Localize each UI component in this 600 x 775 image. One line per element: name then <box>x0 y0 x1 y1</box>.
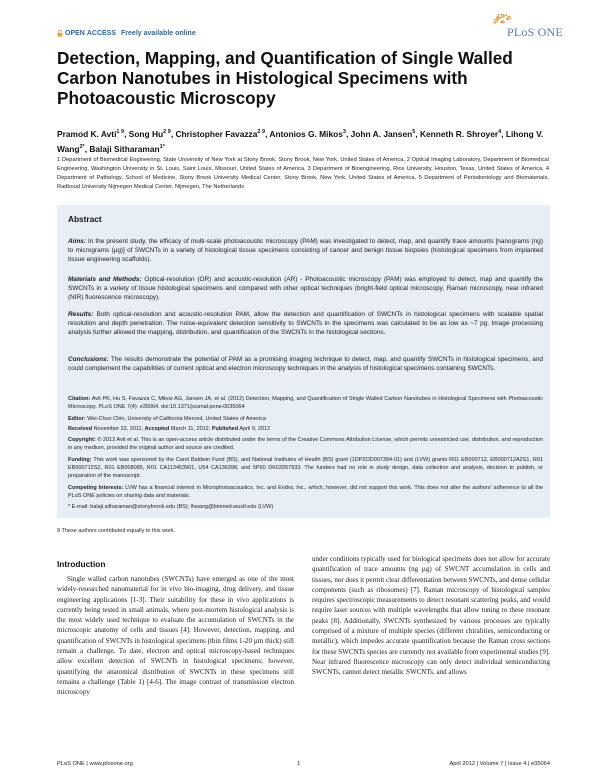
footer-issue-info: April 2012 | Volume 7 | Issue 4 | e35064 <box>449 761 550 767</box>
access-label: ACCESS <box>86 30 117 37</box>
journal-logo-text: PLoS ONE <box>507 25 563 39</box>
abstract-heading: Abstract <box>68 214 102 224</box>
results-text: Both optical-resolution and acoustic-resolution PAM, allow the detection and quantification of SWCNTs in histological specimens with scalable spatial resolution and depth penetration. The noise-equivalent detection sensitivity to SWCNTs in the specimens was calculated to be as low as ~7 pg. Image processing analysis further allowed the mapping, distribution, and quantification of the SWCNTs in the histological sections. <box>68 311 543 336</box>
page-number: 1 <box>297 761 301 767</box>
author-name: John A. Jansen <box>350 128 413 139</box>
editor-text: Wei-Chun Chin, University of California Merced, United States of America <box>85 416 266 422</box>
received-date: November 22, 2011; <box>92 426 145 432</box>
author-name: Antonios G. Mikos <box>269 128 343 139</box>
author-affiliation-mark: 1* <box>159 143 165 150</box>
accepted-date: March 11, 2012; <box>169 426 212 432</box>
author-affiliation-mark: 1 9 <box>116 129 125 135</box>
introduction-right-column: under conditions typically used for biological specimens does not allow for accurate quantification of trace amounts (ng µg) of SWCNT accumulation in cells and tissues, nor does it permit clear differentiation between SWCNTs, and dense cellular components (such as ribosomes) [7]. Raman microscopy of histological samples requires spectroscopic measurements to detect resonant scattering peaks, and would require laser sources with multiple wavelengths that allow tuning to these resonant peaks [8]. Additionally, SWCNTs synthesized by various processes are typically comprised of a mixture of multiple species (different chiralities, semiconducting or metallic), which impedes accurate quantification because the Raman cross sections for these SWCNTs species are currently not available from experimental studies [9]. Near infrared fluorescence microscopy can only detect individual semiconducting SWCNTs, cannot detect metallic SWCNTs, and allows <box>312 555 550 677</box>
editor <box>68 415 543 423</box>
abstract-conclusions <box>68 355 543 373</box>
competing-lead: Competing Interests: <box>68 485 124 491</box>
citation-text[interactable]: Avti PK, Hu S, Favazza C, Mikos AG, Jansen JA, et al. (2012) Detection, Mapping, and Quantification of Single Walled Carbon Nanotubes in Histological Specimens with Photoacoustic Microscopy. PLoS ONE 7(4): e35064. doi:10.1371/journal.pone.0035064 <box>68 396 543 410</box>
received-lead: Received <box>68 426 93 432</box>
journal-logo[interactable] <box>492 14 563 42</box>
copyright-lead: Copyright: <box>68 437 96 443</box>
footer-journal-url[interactable]: PLoS ONE | www.plosone.org <box>57 761 133 767</box>
accepted-lead: Accepted <box>144 426 170 432</box>
funding-text: This work was sponsored by the Carol Baldwin Fund (BS), and National Institutes of Health (BS) grant (1DP2OD007394-01) and (LVW) grants R01 EB000712, EB000712A2S1, R01 EB000712S2, R01 EB008085, R01 CA113453901, U54 CA136398, and 5P60 DK02057933. The funders had no role in study design, data collection and analysis, decision to publish, or preparation of the manuscript. <box>68 457 543 479</box>
author-list: Pramod K. Avti$^{1 9}$, Song $Hu^{2 9}$, Christopher Favazza$^{2 9}$, Antonios G. Mikos$^3$, John A. Jansen$^5$, Kenneth R. Shroyer$^4$, Lihong V. Wang$^{2*}$, Balaji Sitharaman$^{1*}$ <box>57 128 544 154</box>
author-name: Song Hu <box>128 128 164 139</box>
abstract-aims <box>68 237 543 264</box>
author-affiliation-mark: 4 <box>498 129 502 135</box>
funding-lead: Funding: <box>68 457 92 463</box>
editor-lead: Editor: <box>68 416 86 422</box>
copyright <box>68 436 543 452</box>
author-name: Balaji Sitharaman <box>89 143 160 154</box>
copyright-text: © 2012 Avti et al. This is an open-access article distributed under the terms of the Creative Commons Attribution License, which permits unrestricted use, distribution, and reproduction in any medium, provided the original author and source are credited. <box>68 437 543 451</box>
published-lead: Published <box>211 426 239 432</box>
author-name: Kenneth R. Shroyer <box>419 128 499 139</box>
methods-lead: Materials and Methods: <box>68 276 142 283</box>
methods-text: Optical-resolution (OR) and acoustic-resolution (AR) - Photoacoustic microscopy (PAM) was employed to detect, map and quantify the SWCNTs in a variety of tissue histological specimens and compared with other optical techniques (bright-field optical microscopy, Raman microscopy, near infrared (NIR) fluorescence microscopy). <box>68 276 543 301</box>
dates <box>68 425 543 433</box>
author-name: Christopher Favazza <box>175 128 258 139</box>
author-affiliation-mark: 2 9 <box>163 129 171 135</box>
author-affiliation-mark: 2 9 <box>257 129 266 135</box>
competing-text: LVW has a financial interest in Microphotoacoustics, Inc. and Endra, Inc., which, however, did not support this work. This does not alter the authors' adherence to all the PLoS ONE policies on sharing data and materials. <box>68 485 543 499</box>
author-affiliation-mark: 2* <box>79 143 85 150</box>
author-name: Lihong V. Wang <box>57 128 544 154</box>
author-affiliation-mark: 3 <box>342 129 346 135</box>
open-access-badge[interactable] <box>57 30 196 37</box>
aims-lead: Aims: <box>68 238 86 245</box>
aims-text: In the present study, the efficacy of multi-scale photoacoustic microscopy (PAM) was investigated to detect, map, and quantify trace amounts [nanograms (ng) to micrograms (µg)] of SWCNTs in a variety of histological tissue specimens consisting of cancer and benign tissue biopsies (histological specimens from implanted tissue engineering scaffolds). <box>68 238 543 263</box>
conclusions-text: The results demonstrate the potential of PAM as a promising imaging technique to detect, map, and quantify SWCNTs in histological specimens, and could complement the capabilities of current optical and electron microscopy techniques in the analysis of histological specimens containing SWCNTs. <box>68 356 543 372</box>
results-lead: Results: <box>68 311 94 318</box>
abstract-methods <box>68 275 543 302</box>
open-access-lock-icon <box>57 30 63 37</box>
affiliations: 1 Department of Biomedical Engineering, State University of New York at Stony Brook, Stony Brook, New York, United States of America, 2 Optical Imaging Laboratory, Department of Biomedical Engineering, Washington University in St. Louis, Saint Louis, Missouri, United States of America, 3 Department of Bioengineering, Rice University, Houston, Texas, United States of America, 4 Department of Pathology, School of Medicine, Stony Brook University Medical Center, Stony Brook, New York, United States of America, 5 Department of Periodontology and Biomaterials, Radboud University Nijmegen Medical Center, Nijmegen, The Netherlands <box>57 157 549 190</box>
introduction-left-column: Single walled carbon nanotubes (SWCNTs) have emerged as one of the most widely-researched nanomaterial for in vivo bio-imaging, drug delivery, and tissue engineering applications [1-3]. Their suitability for these in vivo applications is currently being tested in small animals, where post-mortem histological analysis is the most widely used technique to evaluate the accumulation of SWCNTs in the microscopic anatomy of cells and tissues [4]. However, detection, mapping, and quantification of SWCNTs in histological specimens (thin films 1-20 µm thick) still remain a challenge. To date, electron and optical microscopy-based techniques allow excellent detection of SWCNTs in histological specimens; however, quantifying the anatomical distribution of SWCNTs in these specimens still remains a challenge (Table 1) [4-6]. The image contrast of transmission electron microscopy <box>57 575 294 697</box>
author-name: Pramod K. Avti <box>57 128 117 139</box>
author-affiliation-mark: 5 <box>412 129 416 135</box>
funding <box>68 456 543 480</box>
equal-contribution-note: 9 These authors contributed equally to this work. <box>57 528 176 534</box>
conclusions-lead: Conclusions: <box>68 356 109 363</box>
published-date: April 9, 2012 <box>238 426 271 432</box>
freely-available-label: Freely available online <box>121 30 196 37</box>
competing-interests <box>68 484 543 500</box>
introduction-heading: Introduction <box>57 559 106 569</box>
citation <box>68 395 543 411</box>
article-title: Detection, Mapping, and Quantification of Single Walled Carbon Nanotubes in Histological Specimens with Photoacoustic Microscopy <box>57 48 513 108</box>
correspondence-email[interactable]: * E-mail: balaji.sitharaman@stonybrook.edu (BS); lhwang@biomed.wustl.edu (LVW) <box>68 504 274 510</box>
abstract-results <box>68 310 543 337</box>
open-label: OPEN <box>65 30 85 37</box>
citation-lead: Citation: <box>68 396 91 402</box>
